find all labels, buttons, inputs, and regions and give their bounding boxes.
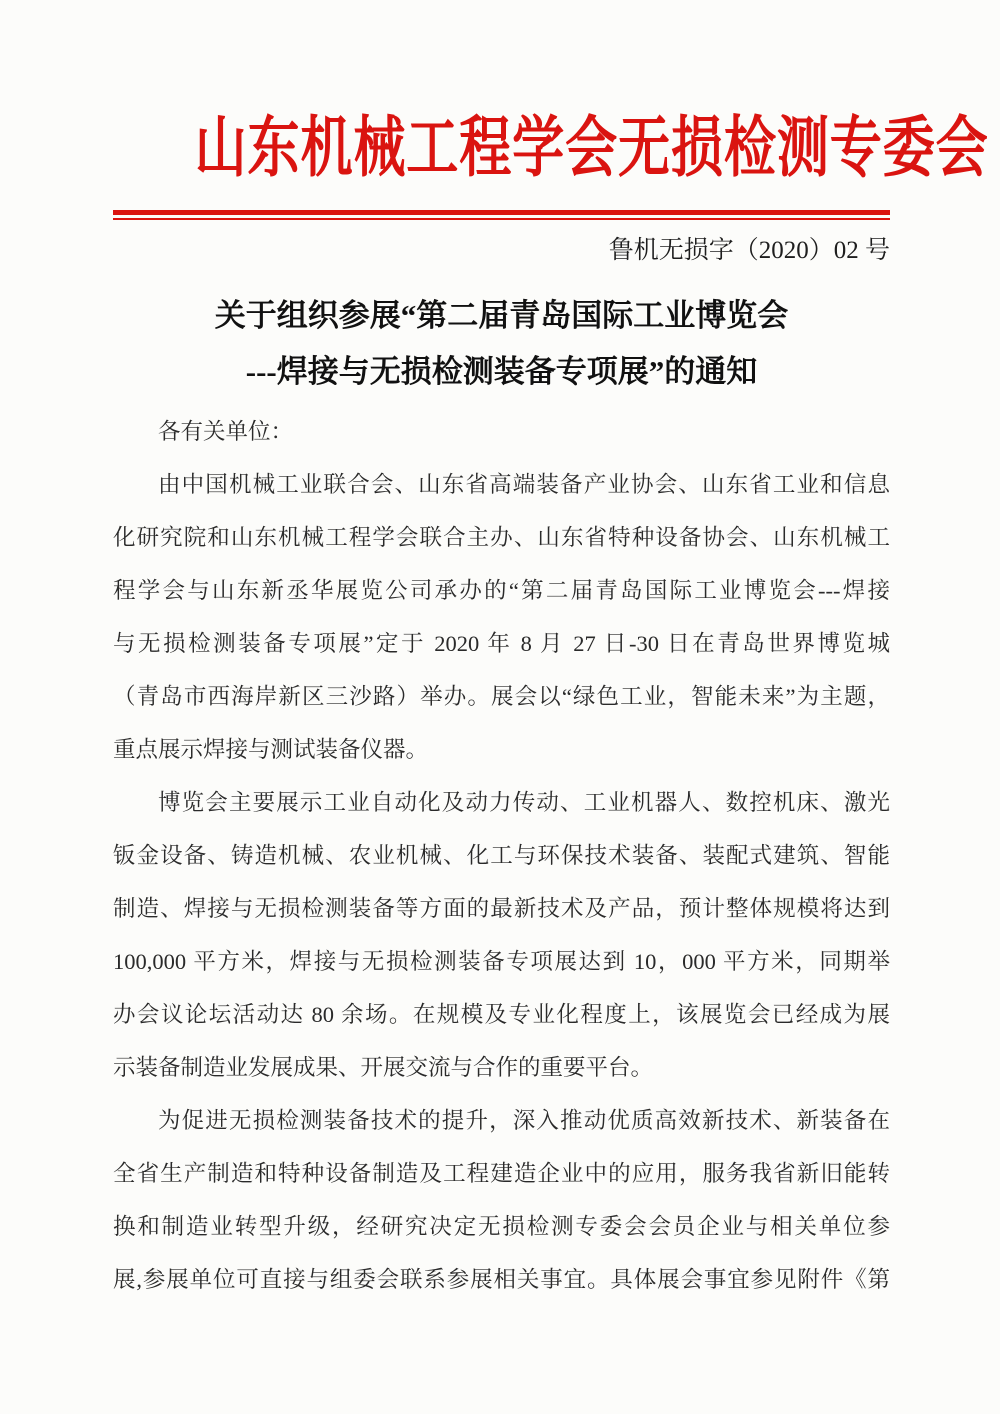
body-line-1: 由中国机械工业联合会、山东省高端装备产业协会、山东省工业和信息: [158, 472, 890, 497]
salutation: 各有关单位：: [158, 419, 294, 444]
body-line-12: 示装备制造业发展成果、开展交流与合作的重要平台。: [113, 1055, 654, 1080]
body-line-8: 钣金设备、铸造机械、农业机械、化工与环保技术装备、装配式建筑、智能: [113, 843, 890, 868]
body-line-15: 换和制造业转型升级，经研究决定无损检测专委会会员企业与相关单位参: [113, 1214, 890, 1239]
body-line-16: 展,参展单位可直接与组委会联系参展相关事宜。具体展会事宜参见附件《第: [113, 1267, 890, 1292]
body-line-10: 100,000 平方米，焊接与无损检测装备专项展达到 10，000 平方米，同期举: [113, 949, 890, 974]
document-number: 鲁机无损字（2020）02 号: [608, 237, 890, 264]
document-content: [0, 114, 1000, 1306]
notice-title: [113, 288, 890, 400]
rule-thick: [113, 210, 890, 215]
notice-title-line-2: ---焊接与无损检测装备专项展”的通知: [245, 354, 758, 389]
body-line-2: 化研究院和山东机械工程学会联合主办、山东省特种设备协会、山东机械工: [113, 525, 890, 550]
notice-body: [113, 405, 890, 1306]
body-line-6: 重点展示焊接与测试装备仪器。: [113, 737, 429, 762]
letterhead-title: 山东机械工程学会无损检测专委会: [194, 112, 989, 185]
body-line-4: 与无损检测装备专项展”定于 2020 年 8 月 27 日-30 日在青岛世界博览城: [113, 631, 890, 656]
body-line-9: 制造、焊接与无损检测装备等方面的最新技术及产品，预计整体规模将达到: [113, 896, 890, 921]
body-line-13: 为促进无损检测装备技术的提升，深入推动优质高效新技术、新装备在: [158, 1108, 890, 1133]
body-line-5: （青岛市西海岸新区三沙路）举办。展会以“绿色工业，智能未来”为主题，: [113, 684, 890, 709]
body-line-7: 博览会主要展示工业自动化及动力传动、工业机器人、数控机床、激光: [158, 790, 890, 815]
body-line-14: 全省生产制造和特种设备制造及工程建造企业中的应用，服务我省新旧能转: [113, 1161, 890, 1186]
rule-thin: [113, 218, 890, 220]
body-line-11: 办会议论坛活动达 80 余场。在规模及专业化程度上，该展览会已经成为展: [113, 1002, 890, 1027]
body-line-3: 程学会与山东新丞华展览公司承办的“第二届青岛国际工业博览会---焊接: [113, 578, 890, 603]
letterhead-double-rule: [113, 210, 890, 220]
notice-title-line-1: 关于组织参展“第二届青岛国际工业博览会: [214, 298, 789, 333]
